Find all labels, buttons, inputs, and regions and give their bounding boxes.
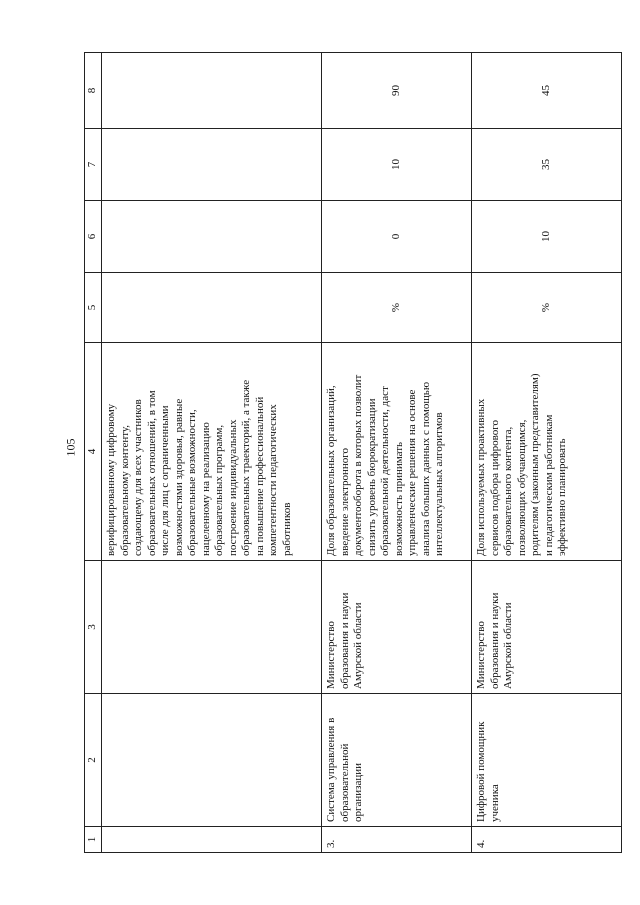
rotated-table-frame — [84, 53, 620, 853]
responsible-org: Министерство образования и науки Амурской области — [322, 561, 472, 694]
table-row — [102, 53, 322, 853]
row-number: 4. — [472, 827, 622, 853]
indicator-text: Доля используемых проактивных сервисов подбора цифрового образовательного контента, позволяющих обучающимся, родителям (законным представителям) и педагогическим работникам эффективно планировать — [472, 343, 622, 561]
value-cell-7 — [102, 129, 322, 201]
project-name — [102, 694, 322, 827]
header-cell-5: 5 — [85, 273, 102, 343]
project-name: Цифровой помощник ученика — [472, 694, 622, 827]
table-header-row — [85, 53, 102, 853]
table-row — [472, 53, 622, 853]
header-cell-6: 6 — [85, 201, 102, 273]
table-row — [322, 53, 472, 853]
indicator-text: Доля образовательных организаций, введение электронного документооборота в которых позволит снизить уровень бюрократизации образовательной деятельности, даст возможность принимать управленческие решения на основе анализа больших данных с помощью интеллектуальных алгоритмов — [322, 343, 472, 561]
value-cell-6: 0 — [322, 201, 472, 273]
header-cell-4: 4 — [85, 343, 102, 561]
value-cell-8 — [102, 53, 322, 129]
header-cell-2: 2 — [85, 694, 102, 827]
project-name: Система управления в образовательной организации — [322, 694, 472, 827]
responsible-org: Министерство образования и науки Амурской области — [472, 561, 622, 694]
row-number — [102, 827, 322, 853]
header-cell-3: 3 — [85, 561, 102, 694]
value-cell-6: 10 — [472, 201, 622, 273]
indicator-text: верифицированному цифровому образовательному контенту, создающему для всех участников образовательных отношений, в том числе для лиц с ограниченными возможностями здоровья, равные образовательные возможности, нацеленному на реализацию образовательных программ, построение индивидуальных образовательных траекторий, а также на повышение профессиональной компетентности педагогических работников — [102, 343, 322, 561]
header-cell-7: 7 — [85, 129, 102, 201]
unit-cell — [102, 273, 322, 343]
row-number: 3. — [322, 827, 472, 853]
value-cell-8: 45 — [472, 53, 622, 129]
header-cell-1: 1 — [85, 827, 102, 853]
unit-cell: % — [322, 273, 472, 343]
value-cell-7: 10 — [322, 129, 472, 201]
responsible-org — [102, 561, 322, 694]
value-cell-6 — [102, 201, 322, 273]
header-cell-8: 8 — [85, 53, 102, 129]
value-cell-8: 90 — [322, 53, 472, 129]
value-cell-7: 35 — [472, 129, 622, 201]
document-table — [84, 52, 622, 853]
page-number: 105 — [63, 438, 78, 457]
unit-cell: % — [472, 273, 622, 343]
